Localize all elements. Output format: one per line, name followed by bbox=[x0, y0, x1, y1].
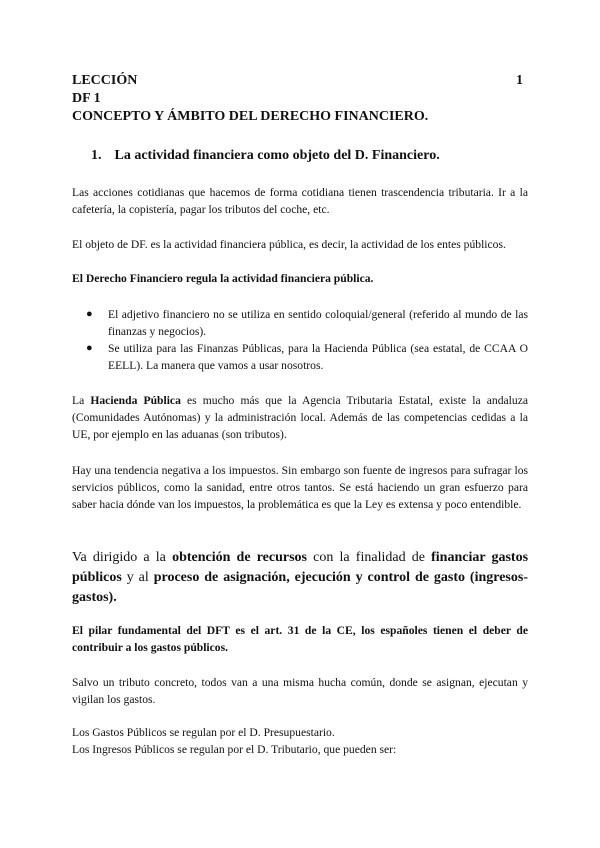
bullet-icon: ● bbox=[86, 308, 93, 320]
paragraph-3-rest: es mucho más que la Agencia Tributaria Estatal, existe la andaluza (Comunidades Autónomas) y la administración local. Además de las competencias cedidas a la UE, por ejemplo en las aduanas (son tributos). bbox=[72, 394, 528, 441]
p5-part-a: Va dirigido a la bbox=[72, 550, 173, 565]
paragraph-8b: Los Ingresos Públicos se regulan por el D. Tributario, que pueden ser: bbox=[72, 743, 397, 756]
section-heading bbox=[91, 147, 440, 165]
paragraph-5 bbox=[72, 548, 528, 608]
bullet-item bbox=[72, 340, 528, 374]
section-number: 1. bbox=[91, 148, 102, 163]
paragraph-6: El pilar fundamental del DFT es el art. 31 de la CE, los españoles tienen el deber de contribuir a los gastos públicos. bbox=[72, 624, 528, 654]
page-number: 1 bbox=[516, 73, 523, 88]
lesson-label: LECCIÓN bbox=[72, 73, 138, 88]
bullet-list bbox=[72, 306, 528, 374]
paragraph-2: El objeto de DF. es la actividad financiera pública, es decir, la actividad de los entes públicos. bbox=[72, 238, 506, 251]
paragraph-8a: Los Gastos Públicos se regulan por el D. Presupuestario. bbox=[72, 726, 335, 739]
section-title: La actividad financiera como objeto del D. Financiero. bbox=[114, 148, 440, 163]
paragraph-4: Hay una tendencia negativa a los impuestos. Sin embargo son fuente de ingresos para sufragar los servicios públicos, como la sanidad, entre otros tantos. Se está haciendo un gran esfuerzo para saber hacia dónde van los impuestos, la problemática es que la Ley es extensa y poco entendible. bbox=[72, 464, 528, 511]
p5-obtencion-recursos: obtención de recursos bbox=[172, 550, 308, 565]
bullet-text: El adjetivo financiero no se utiliza en sentido coloquial/general (referido al mundo de las finanzas y negocios). bbox=[108, 308, 528, 338]
paragraph-3 bbox=[72, 392, 528, 443]
p5-proceso-asignacion: proceso de asignación, ejecución y control de gasto (ingresos-gastos). bbox=[72, 570, 528, 605]
bullet-text: Se utiliza para las Finanzas Públicas, para la Hacienda Pública (sea estatal, de CCAA O EELL). La manera que vamos a usar nosotros. bbox=[108, 342, 528, 372]
lesson-code: DF 1 bbox=[72, 91, 101, 106]
hacienda-publica-term: Hacienda Pública bbox=[90, 394, 181, 407]
p5-financiar-gastos: financiar gastos públicos bbox=[72, 550, 529, 585]
lesson-title: CONCEPTO Y ÁMBITO DEL DERECHO FINANCIERO. bbox=[72, 109, 429, 124]
p5-part-c: con la finalidad de bbox=[307, 550, 432, 565]
p5-part-e: y al bbox=[121, 570, 154, 585]
paragraph-3-start: La bbox=[72, 394, 91, 407]
bullet-item bbox=[72, 306, 528, 340]
paragraph-2-bold: El Derecho Financiero regula la actividad financiera pública. bbox=[72, 272, 374, 285]
paragraph-1: Las acciones cotidianas que hacemos de forma cotidiana tienen trascendencia tributaria. Ir a la cafetería, la copistería, pagar los tributos del coche, etc. bbox=[72, 186, 528, 216]
bullet-icon: ● bbox=[86, 342, 93, 354]
paragraph-7: Salvo un tributo concreto, todos van a una misma hucha común, donde se asignan, ejecutan y vigilan los gastos. bbox=[72, 676, 528, 706]
